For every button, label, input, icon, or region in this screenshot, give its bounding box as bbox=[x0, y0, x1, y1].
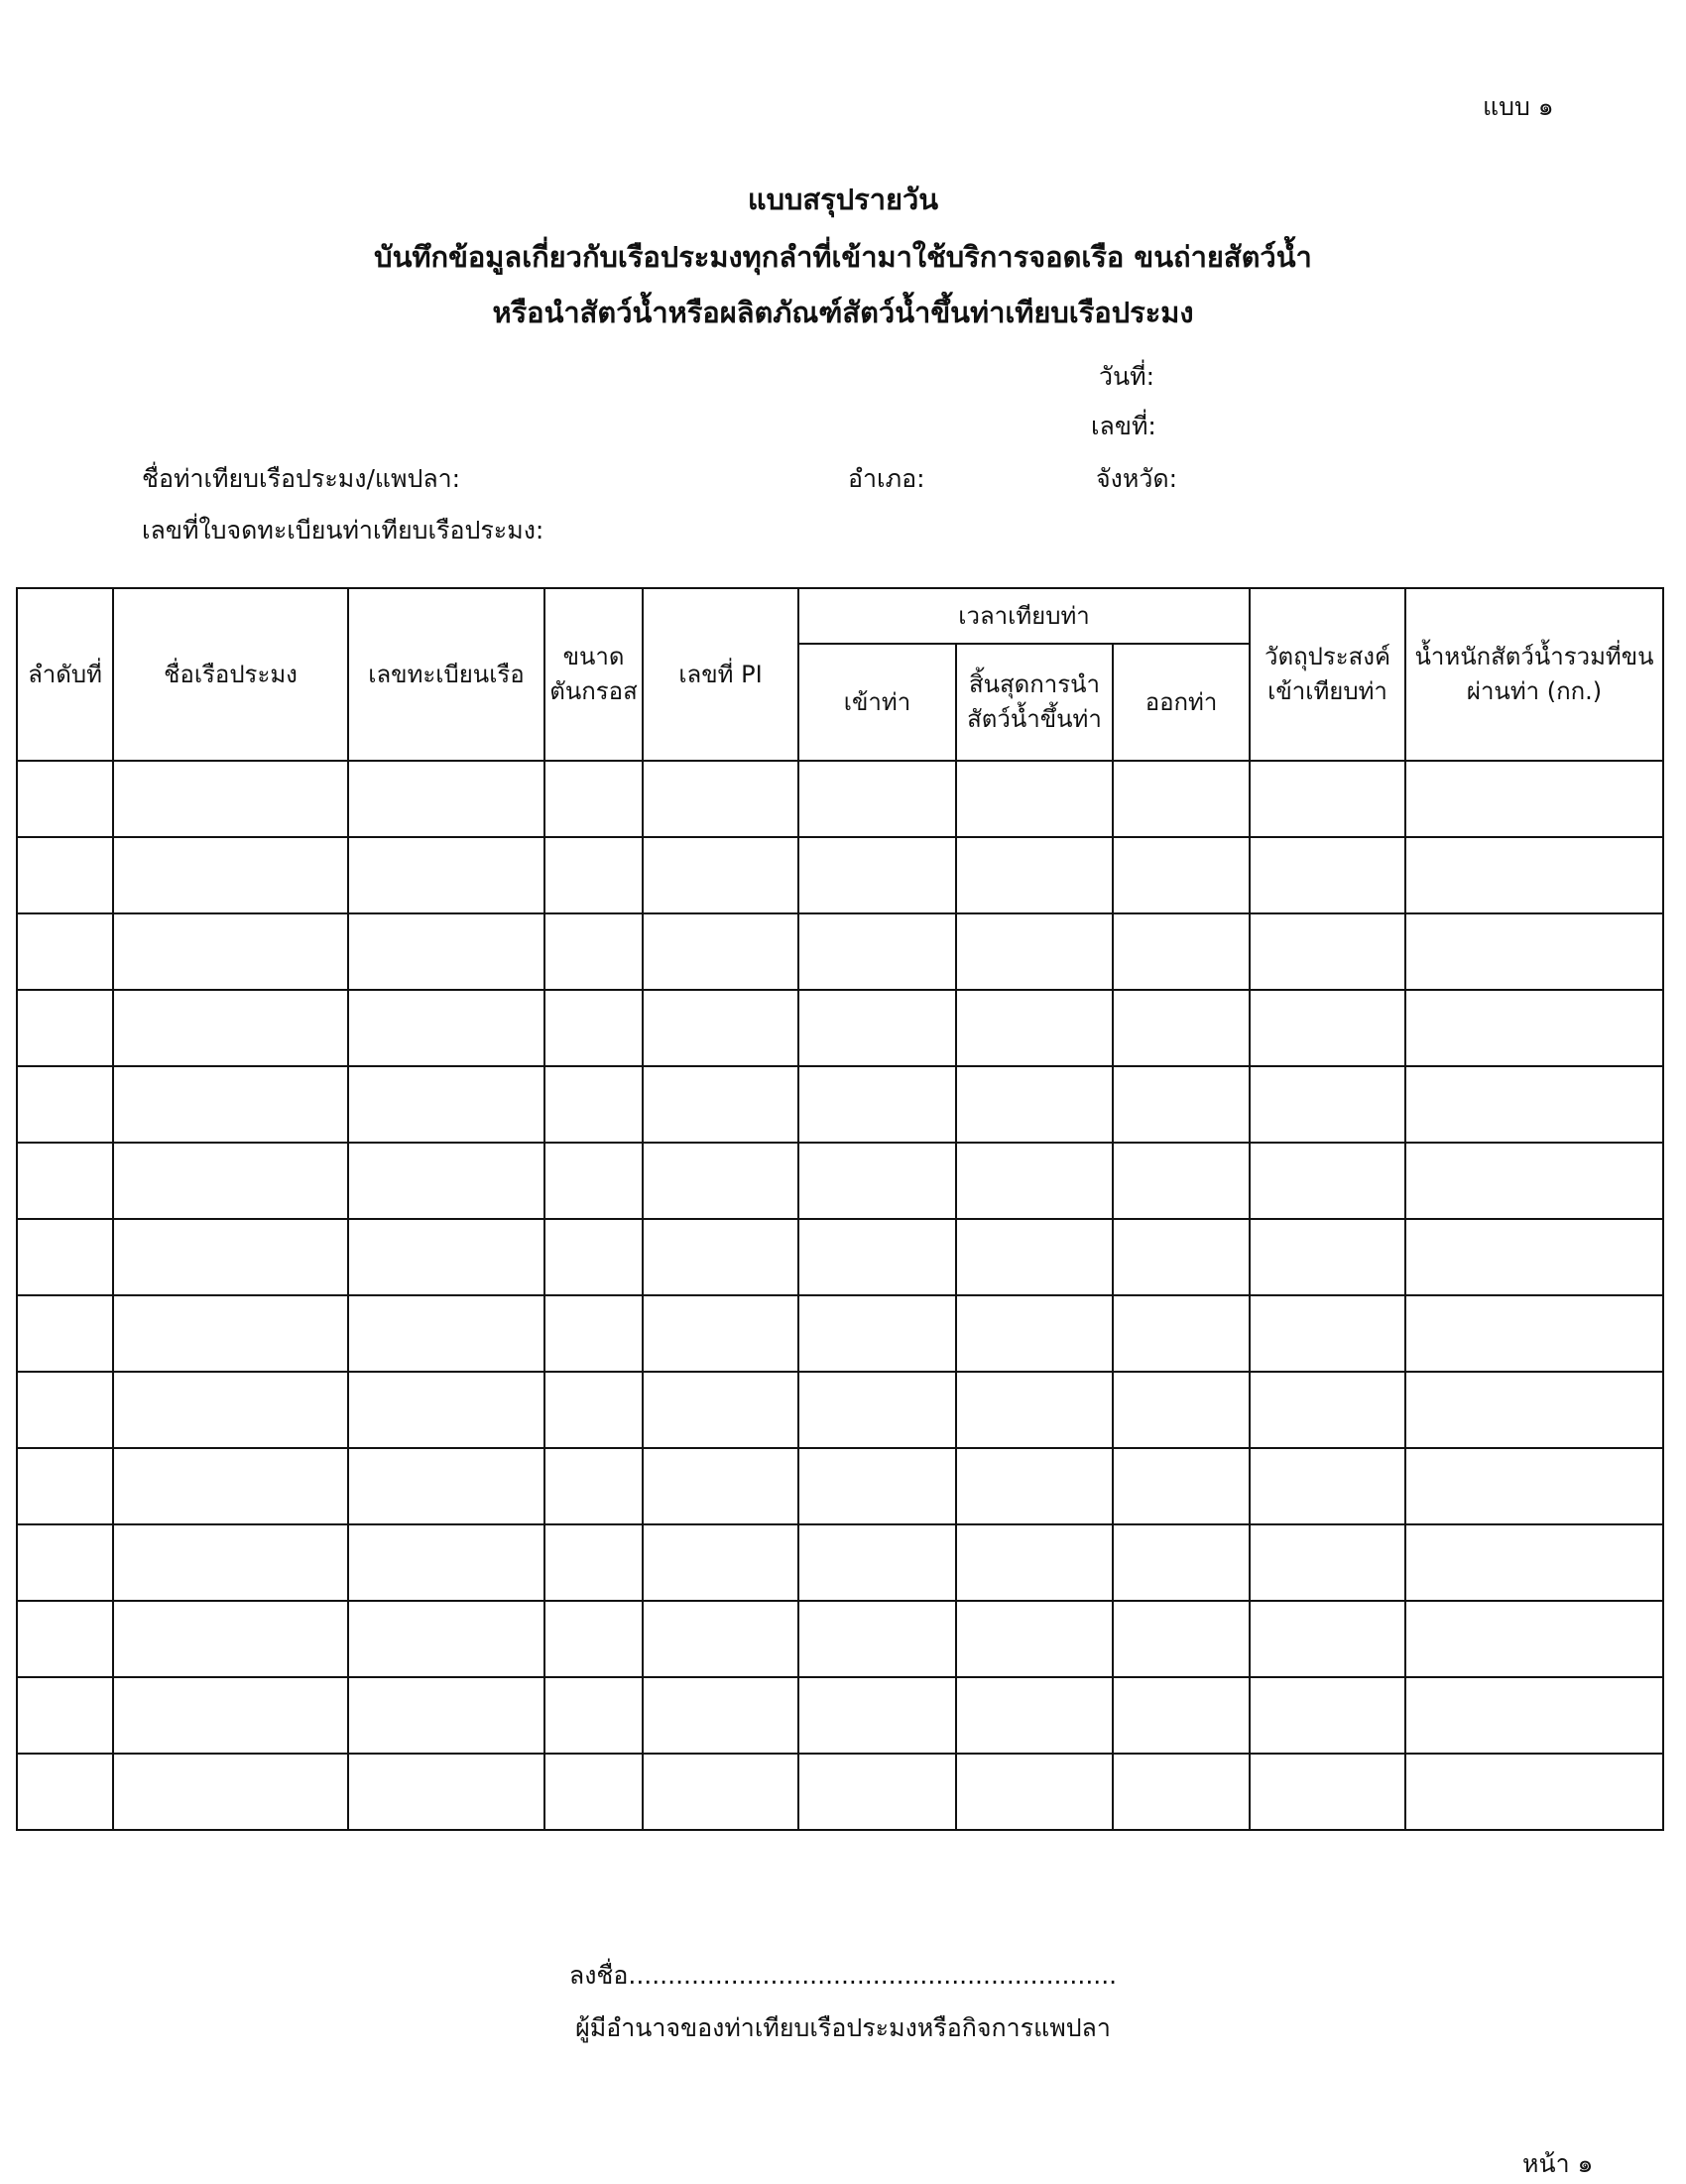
table-cell[interactable] bbox=[17, 913, 113, 990]
table-cell[interactable] bbox=[17, 761, 113, 837]
table-cell[interactable] bbox=[1113, 1601, 1250, 1677]
table-cell[interactable] bbox=[17, 1295, 113, 1372]
table-cell[interactable] bbox=[544, 913, 643, 990]
header-berthing-time: เวลาเทียบท่า bbox=[798, 588, 1250, 644]
table-cell[interactable] bbox=[17, 990, 113, 1066]
table-cell[interactable] bbox=[1113, 1066, 1250, 1143]
table-cell[interactable] bbox=[956, 1601, 1113, 1677]
table-cell[interactable] bbox=[113, 1448, 348, 1524]
table-row bbox=[17, 1295, 1663, 1372]
license-number-field-label: เลขที่ใบจดทะเบียนท่าเทียบเรือประมง: bbox=[142, 516, 544, 545]
document-subtitle-line-1: บันทึกข้อมูลเกี่ยวกับเรือประมงทุกลำที่เข้ามาใช้บริการจอดเรือ ขนถ่ายสัตว์น้ำ bbox=[374, 240, 1312, 274]
table-cell[interactable] bbox=[956, 837, 1113, 913]
doc-number-field-label: เลขที่: bbox=[1091, 412, 1156, 440]
table-cell[interactable] bbox=[956, 1143, 1113, 1219]
table-cell[interactable] bbox=[1405, 1524, 1663, 1601]
table-cell[interactable] bbox=[113, 913, 348, 990]
header-unloading-complete: สิ้นสุดการนำสัตว์น้ำขึ้นท่า bbox=[956, 644, 1113, 761]
table-cell[interactable] bbox=[348, 1295, 544, 1372]
table-cell[interactable] bbox=[1113, 913, 1250, 990]
table-cell[interactable] bbox=[956, 1754, 1113, 1830]
table-cell[interactable] bbox=[643, 837, 798, 913]
table-cell[interactable] bbox=[798, 1372, 956, 1448]
table-cell[interactable] bbox=[1405, 1754, 1663, 1830]
table-cell[interactable] bbox=[544, 1143, 643, 1219]
table-cell[interactable] bbox=[17, 1372, 113, 1448]
table-cell[interactable] bbox=[17, 1219, 113, 1295]
table-row bbox=[17, 913, 1663, 990]
table-cell[interactable] bbox=[643, 1601, 798, 1677]
table-cell[interactable] bbox=[1250, 1143, 1405, 1219]
table-cell[interactable] bbox=[643, 1448, 798, 1524]
table-cell[interactable] bbox=[1405, 761, 1663, 837]
header-total-weight: น้ำหนักสัตว์น้ำรวมที่ขนผ่านท่า (กก.) bbox=[1405, 588, 1663, 761]
table-cell[interactable] bbox=[1113, 1219, 1250, 1295]
table-cell[interactable] bbox=[1113, 837, 1250, 913]
table-cell[interactable] bbox=[643, 913, 798, 990]
table-cell[interactable] bbox=[348, 1677, 544, 1754]
table-cell[interactable] bbox=[956, 990, 1113, 1066]
table-cell[interactable] bbox=[1113, 1524, 1250, 1601]
table-cell[interactable] bbox=[17, 1448, 113, 1524]
table-cell[interactable] bbox=[643, 1372, 798, 1448]
table-cell[interactable] bbox=[17, 1754, 113, 1830]
table-cell[interactable] bbox=[1405, 1372, 1663, 1448]
table-cell[interactable] bbox=[643, 1524, 798, 1601]
table-cell[interactable] bbox=[17, 1677, 113, 1754]
table-cell[interactable] bbox=[798, 837, 956, 913]
table-row bbox=[17, 990, 1663, 1066]
table-cell[interactable] bbox=[643, 761, 798, 837]
table-cell[interactable] bbox=[1113, 1143, 1250, 1219]
table-cell[interactable] bbox=[1250, 913, 1405, 990]
table-cell[interactable] bbox=[113, 1372, 348, 1448]
table-cell[interactable] bbox=[643, 1143, 798, 1219]
table-cell[interactable] bbox=[1113, 1372, 1250, 1448]
table-cell[interactable] bbox=[1405, 1601, 1663, 1677]
document-title: แบบสรุปรายวัน bbox=[747, 182, 939, 216]
table-cell[interactable] bbox=[1405, 1295, 1663, 1372]
table-cell[interactable] bbox=[17, 1066, 113, 1143]
daily-summary-table bbox=[16, 587, 1664, 1831]
table-cell[interactable] bbox=[956, 1295, 1113, 1372]
table-cell[interactable] bbox=[1113, 1295, 1250, 1372]
table-cell[interactable] bbox=[348, 1219, 544, 1295]
table-cell[interactable] bbox=[1405, 990, 1663, 1066]
header-arrival: เข้าท่า bbox=[798, 644, 956, 761]
table-cell[interactable] bbox=[956, 1372, 1113, 1448]
table-cell[interactable] bbox=[956, 1448, 1113, 1524]
table-cell[interactable] bbox=[643, 1219, 798, 1295]
table-cell[interactable] bbox=[113, 1066, 348, 1143]
page-number: หน้า ๑ bbox=[1522, 2149, 1594, 2178]
table-cell[interactable] bbox=[544, 1601, 643, 1677]
table-cell[interactable] bbox=[956, 1219, 1113, 1295]
table-cell[interactable] bbox=[1250, 990, 1405, 1066]
table-cell[interactable] bbox=[1250, 1601, 1405, 1677]
table-cell[interactable] bbox=[956, 913, 1113, 990]
form-code: แบบ ๑ bbox=[1483, 92, 1554, 121]
table-cell[interactable] bbox=[544, 1219, 643, 1295]
table-cell[interactable] bbox=[1250, 1219, 1405, 1295]
province-field-label: จังหวัด: bbox=[1096, 464, 1178, 493]
table-cell[interactable] bbox=[1405, 1219, 1663, 1295]
header-gross-tonnage: ขนาดตันกรอส bbox=[544, 588, 643, 761]
table-cell[interactable] bbox=[1250, 1295, 1405, 1372]
table-cell[interactable] bbox=[17, 1143, 113, 1219]
table-cell[interactable] bbox=[113, 1754, 348, 1830]
table-cell[interactable] bbox=[113, 1677, 348, 1754]
table-cell[interactable] bbox=[956, 1677, 1113, 1754]
table-cell[interactable] bbox=[544, 1677, 643, 1754]
table-cell[interactable] bbox=[544, 1754, 643, 1830]
table-cell[interactable] bbox=[798, 1066, 956, 1143]
table-row bbox=[17, 761, 1663, 837]
table-row bbox=[17, 1143, 1663, 1219]
table-cell[interactable] bbox=[113, 1524, 348, 1601]
table-cell[interactable] bbox=[798, 1601, 956, 1677]
table-cell[interactable] bbox=[1113, 1754, 1250, 1830]
table-cell[interactable] bbox=[544, 1448, 643, 1524]
table-cell[interactable] bbox=[544, 1066, 643, 1143]
table-cell[interactable] bbox=[113, 1219, 348, 1295]
table-cell[interactable] bbox=[17, 1524, 113, 1601]
table-cell[interactable] bbox=[1405, 913, 1663, 990]
district-field-label: อำเภอ: bbox=[848, 464, 925, 493]
table-cell[interactable] bbox=[113, 1601, 348, 1677]
table-cell[interactable] bbox=[113, 990, 348, 1066]
table-cell[interactable] bbox=[348, 913, 544, 990]
table-cell[interactable] bbox=[1405, 1066, 1663, 1143]
table-cell[interactable] bbox=[544, 1295, 643, 1372]
table-row bbox=[17, 1754, 1663, 1830]
table-cell[interactable] bbox=[1250, 1677, 1405, 1754]
table-cell[interactable] bbox=[348, 761, 544, 837]
table-cell[interactable] bbox=[1250, 837, 1405, 913]
header-pi-no: เลขที่ PI bbox=[643, 588, 798, 761]
table-row bbox=[17, 1601, 1663, 1677]
table-cell[interactable] bbox=[348, 1066, 544, 1143]
table-cell[interactable] bbox=[798, 990, 956, 1066]
table-cell[interactable] bbox=[798, 913, 956, 990]
table-cell[interactable] bbox=[1113, 1677, 1250, 1754]
table-row bbox=[17, 1524, 1663, 1601]
table-cell[interactable] bbox=[544, 1372, 643, 1448]
table-cell[interactable] bbox=[544, 1524, 643, 1601]
port-name-field-label: ชื่อท่าเทียบเรือประมง/แพปลา: bbox=[142, 464, 461, 493]
table-row bbox=[17, 837, 1663, 913]
signature-line: ลงชื่อ.............................................................. bbox=[568, 1961, 1118, 1990]
table-row bbox=[17, 1372, 1663, 1448]
table-cell[interactable] bbox=[1250, 1448, 1405, 1524]
table-cell[interactable] bbox=[798, 1754, 956, 1830]
table-cell[interactable] bbox=[798, 761, 956, 837]
header-purpose: วัตถุประสงค์เข้าเทียบท่า bbox=[1250, 588, 1405, 761]
table-cell[interactable] bbox=[1405, 1143, 1663, 1219]
table-row bbox=[17, 1219, 1663, 1295]
table-cell[interactable] bbox=[113, 837, 348, 913]
table-cell[interactable] bbox=[113, 761, 348, 837]
header-vessel-name: ชื่อเรือประมง bbox=[113, 588, 348, 761]
table-cell[interactable] bbox=[544, 837, 643, 913]
table-cell[interactable] bbox=[798, 1677, 956, 1754]
table-cell[interactable] bbox=[1250, 1066, 1405, 1143]
table-row bbox=[17, 1066, 1663, 1143]
table-cell[interactable] bbox=[1405, 1677, 1663, 1754]
table-cell[interactable] bbox=[956, 1524, 1113, 1601]
table-cell[interactable] bbox=[348, 1754, 544, 1830]
table-cell[interactable] bbox=[348, 837, 544, 913]
table-cell[interactable] bbox=[956, 1066, 1113, 1143]
table-cell[interactable] bbox=[544, 761, 643, 837]
date-field-label: วันที่: bbox=[1099, 362, 1155, 391]
table-cell[interactable] bbox=[1250, 761, 1405, 837]
table-cell[interactable] bbox=[643, 1295, 798, 1372]
table-cell[interactable] bbox=[798, 1295, 956, 1372]
table-cell[interactable] bbox=[643, 990, 798, 1066]
table-body bbox=[17, 761, 1663, 1830]
table-cell[interactable] bbox=[798, 1219, 956, 1295]
table-cell[interactable] bbox=[1250, 1372, 1405, 1448]
table-row bbox=[17, 1448, 1663, 1524]
table-cell[interactable] bbox=[1113, 1448, 1250, 1524]
table-cell[interactable] bbox=[348, 1143, 544, 1219]
table-cell[interactable] bbox=[643, 1677, 798, 1754]
table-cell[interactable] bbox=[17, 837, 113, 913]
table-cell[interactable] bbox=[798, 1448, 956, 1524]
table-cell[interactable] bbox=[798, 1143, 956, 1219]
table-cell[interactable] bbox=[113, 1143, 348, 1219]
table-cell[interactable] bbox=[544, 990, 643, 1066]
table-cell[interactable] bbox=[956, 761, 1113, 837]
table-cell[interactable] bbox=[17, 1601, 113, 1677]
table-cell[interactable] bbox=[798, 1524, 956, 1601]
table-row bbox=[17, 1677, 1663, 1754]
table-cell[interactable] bbox=[643, 1066, 798, 1143]
table-cell[interactable] bbox=[1405, 1448, 1663, 1524]
signer-title: ผู้มีอำนาจของท่าเทียบเรือประมงหรือกิจการแพปลา bbox=[575, 2013, 1111, 2042]
document-subtitle-line-2: หรือนำสัตว์น้ำหรือผลิตภัณฑ์สัตว์น้ำขึ้นท่าเทียบเรือประมง bbox=[492, 296, 1194, 329]
table-cell[interactable] bbox=[1250, 1524, 1405, 1601]
table-cell[interactable] bbox=[1405, 837, 1663, 913]
table-cell[interactable] bbox=[348, 1448, 544, 1524]
table-cell[interactable] bbox=[1113, 761, 1250, 837]
table-cell[interactable] bbox=[348, 1372, 544, 1448]
table-cell[interactable] bbox=[643, 1754, 798, 1830]
header-seq: ลำดับที่ bbox=[17, 588, 113, 761]
header-departure: ออกท่า bbox=[1113, 644, 1250, 761]
table-cell[interactable] bbox=[113, 1295, 348, 1372]
table-cell[interactable] bbox=[348, 1524, 544, 1601]
table-cell[interactable] bbox=[348, 990, 544, 1066]
table-cell[interactable] bbox=[348, 1601, 544, 1677]
table-cell[interactable] bbox=[1113, 990, 1250, 1066]
header-registration-no: เลขทะเบียนเรือ bbox=[348, 588, 544, 761]
table-cell[interactable] bbox=[1250, 1754, 1405, 1830]
